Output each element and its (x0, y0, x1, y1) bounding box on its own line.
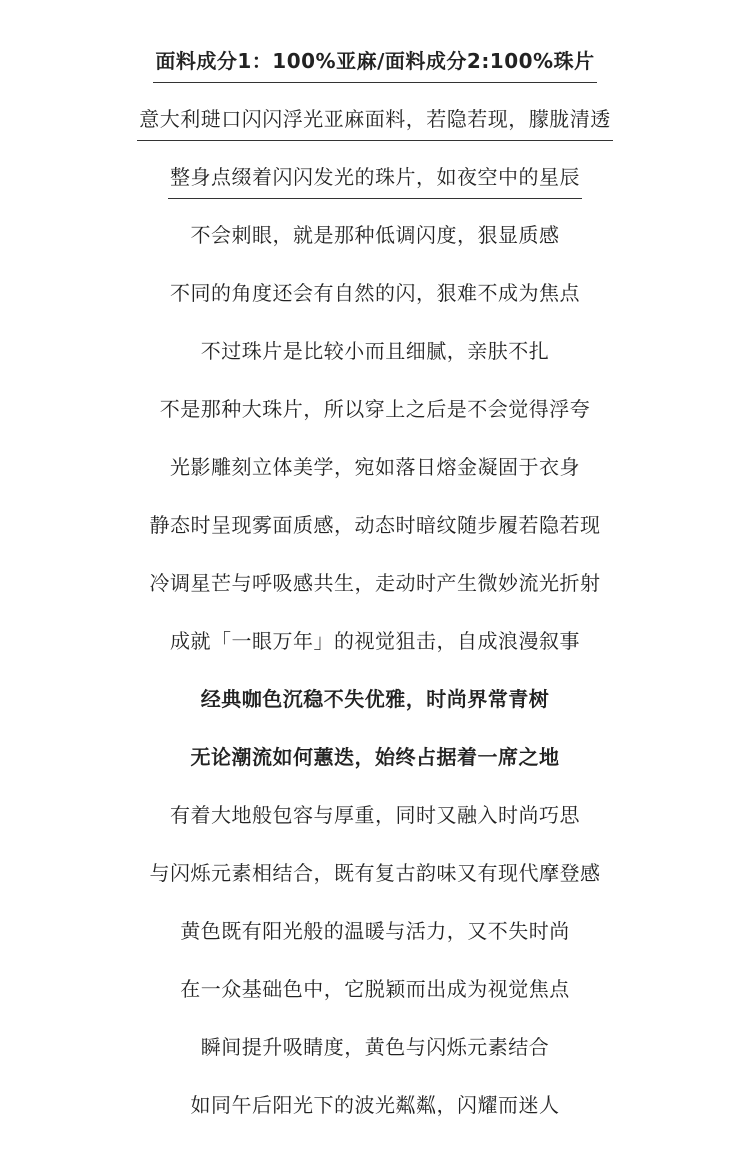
text-row (0, 860, 750, 918)
text-row (0, 106, 750, 164)
description-line: 在一众基础色中，它脱颖而出成为视觉焦点 (180, 977, 570, 1001)
description-line: 如同午后阳光下的波光粼粼，闪耀而迷人 (190, 1093, 560, 1117)
text-row (0, 338, 750, 396)
description-line: 成就「一眼万年」的视觉狙击，自成浪漫叙事 (170, 629, 580, 653)
text-row (0, 222, 750, 280)
text-row (0, 918, 750, 976)
description-line-underlined: 意大利琎口闪闪浮光亚麻面料，若隐若现，朦胧清透 (137, 106, 613, 141)
text-row (0, 744, 750, 802)
text-row (0, 976, 750, 1034)
description-line: 有着大地般包容与厚重，同时又融入时尚巧思 (170, 803, 580, 827)
description-line: 不会刺眼，就是那种低调闪度，狠显质感 (190, 223, 560, 247)
description-line: 静态时呈现雾面质感，动态时暗纹随步履若隐若现 (149, 513, 601, 537)
text-row (0, 454, 750, 512)
description-line-underlined: 整身点缀着闪闪发光的珠片，如夜空中的星辰 (168, 164, 582, 199)
description-line: 瞬间提升吸睛度，黄色与闪烁元素结合 (200, 1035, 550, 1059)
text-row (0, 1092, 750, 1150)
description-line: 不同的角度还会有自然的闪，狠难不成为焦点 (170, 281, 580, 305)
text-row (0, 48, 750, 106)
description-line-bold: 无论潮流如何蕙迭，始终占据着一席之地 (190, 745, 560, 769)
description-line: 不过珠片是比较小而且细腻，亲肤不扎 (200, 339, 550, 363)
text-row (0, 512, 750, 570)
text-row (0, 628, 750, 686)
description-line: 冷调星芒与呼吸感共生，走动时产生微妙流光折射 (149, 571, 601, 595)
text-row (0, 164, 750, 222)
text-row (0, 686, 750, 744)
fabric-composition-line: 面料成分1：100%亚麻/面料成分2:100%珠片 (153, 48, 596, 83)
text-row (0, 1034, 750, 1092)
description-line-bold: 经典咖色沉稳不失优雅，时尚界常青树 (200, 687, 550, 711)
description-line: 与闪烁元素相结合，既有复古韵味又有现代摩登感 (149, 861, 601, 885)
description-line: 光影雕刻立体美学，宛如落日熔金凝固于衣身 (170, 455, 580, 479)
text-row (0, 396, 750, 454)
description-line: 黄色既有阳光般的温暖与活力，又不失时尚 (180, 919, 570, 943)
text-row (0, 280, 750, 338)
text-row (0, 802, 750, 860)
description-line: 不是那种大珠片，所以穿上之后是不会觉得浮夸 (159, 397, 591, 421)
text-row (0, 570, 750, 628)
